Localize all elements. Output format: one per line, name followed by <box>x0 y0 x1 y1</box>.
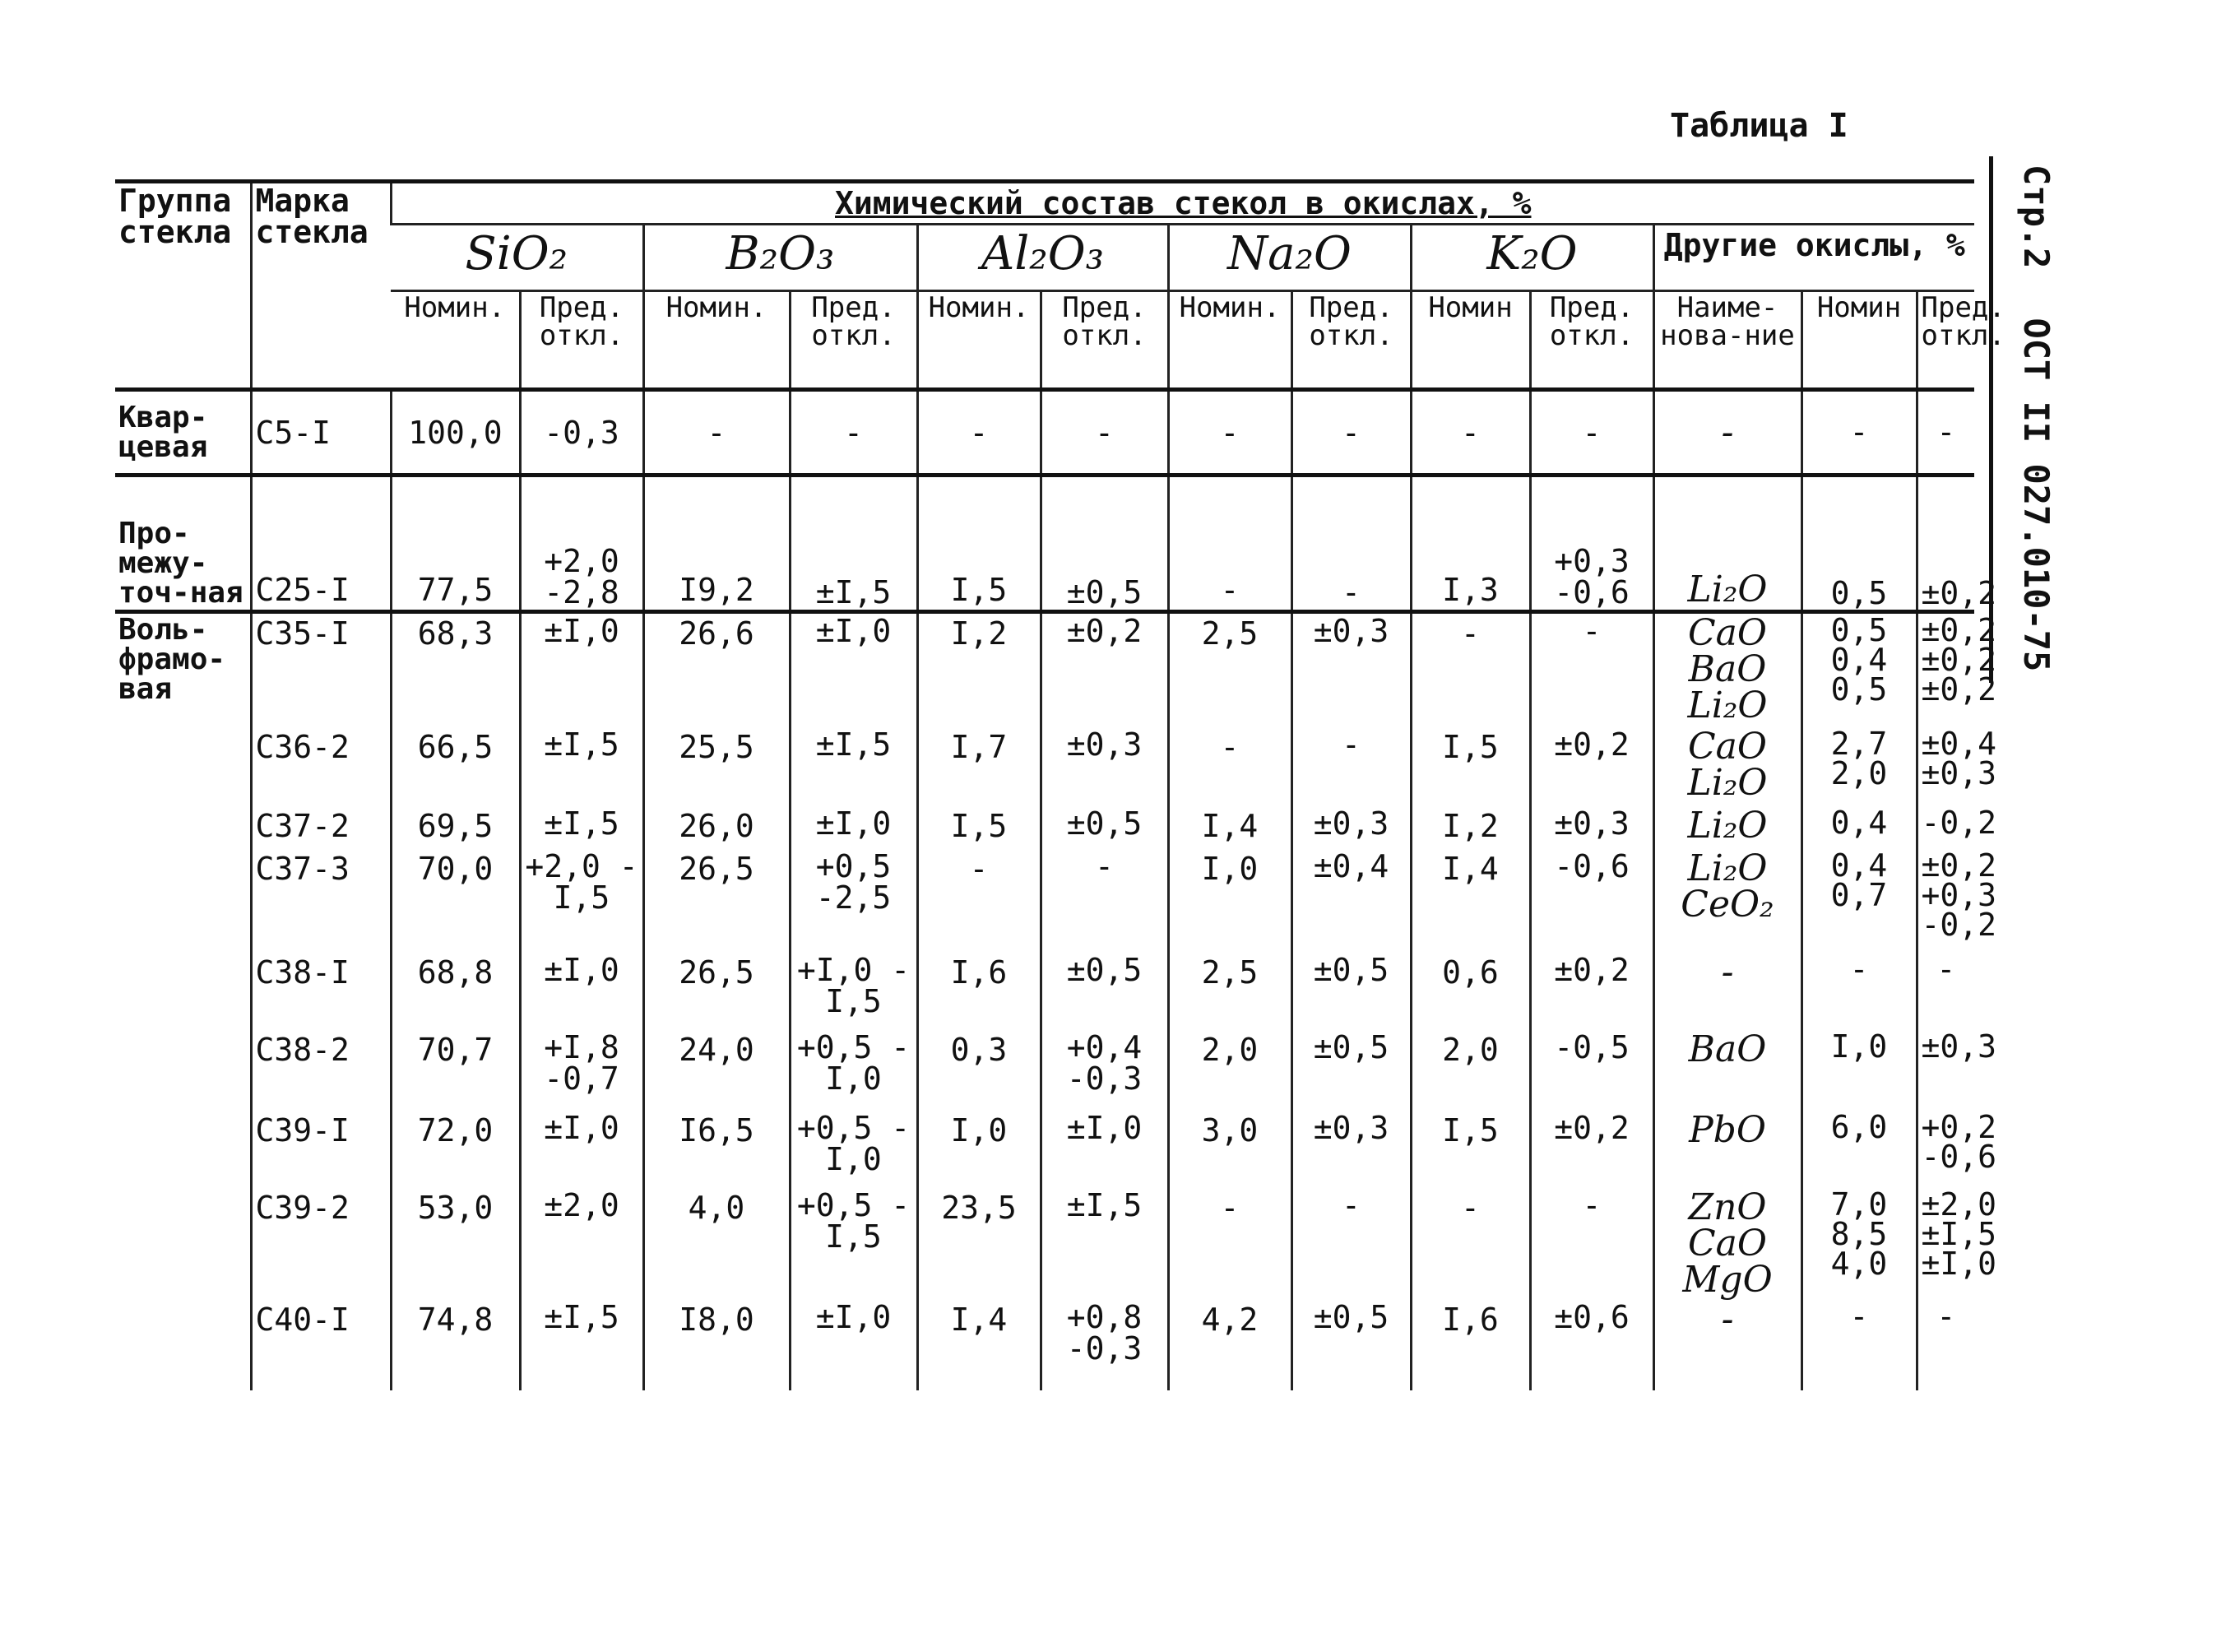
table-title: Таблица I <box>1670 107 1848 145</box>
subheader-deviation: Пред. откл. <box>1291 291 1411 390</box>
k2o-nominal-cell: 0,6 <box>1411 953 1530 1030</box>
b2o3-nominal-cell: 24,0 <box>643 1030 790 1111</box>
na2o-deviation-cell: ±0,3 <box>1291 612 1411 727</box>
al2o3-nominal-cell: 23,5 <box>917 1188 1041 1300</box>
al2o3-deviation-cell: +0,4 -0,3 <box>1041 1030 1168 1111</box>
na2o-deviation-cell: - <box>1291 727 1411 806</box>
al2o3-deviation-cell: ±0,5 <box>1041 806 1168 849</box>
b2o3-nominal-cell: 26,0 <box>643 806 790 849</box>
group-cell <box>115 849 251 953</box>
sio2-deviation-cell: +2,0 -I,5 <box>520 849 643 953</box>
sio2-deviation-cell: ±I,0 <box>520 953 643 1030</box>
col-header-mark: Марка стекла <box>251 182 391 390</box>
sio2-deviation-cell: ±I,0 <box>520 612 643 727</box>
table-row <box>115 390 1974 476</box>
na2o-deviation-cell: - <box>1291 476 1411 612</box>
glass-mark-cell: С40-I <box>251 1300 391 1390</box>
other-oxide-deviation-cell: +0,2 -0,6 <box>1917 1111 1974 1188</box>
b2o3-nominal-cell: - <box>643 390 790 476</box>
na2o-deviation-cell: - <box>1291 1188 1411 1300</box>
subheader-deviation: Пред. откл. <box>520 291 643 390</box>
al2o3-nominal-cell: I,4 <box>917 1300 1041 1390</box>
k2o-nominal-cell: - <box>1411 612 1530 727</box>
glass-mark-cell: С36-2 <box>251 727 391 806</box>
subheader-deviation: Пред. откл. <box>1041 291 1168 390</box>
b2o3-nominal-cell: I6,5 <box>643 1111 790 1188</box>
other-oxide-name-cell: - <box>1653 1300 1801 1390</box>
glass-mark-cell: С38-I <box>251 953 391 1030</box>
other-oxide-nominal-cell: - <box>1801 390 1917 476</box>
sio2-deviation-cell: ±I,0 <box>520 1111 643 1188</box>
b2o3-nominal-cell: 4,0 <box>643 1188 790 1300</box>
k2o-deviation-cell: -0,5 <box>1530 1030 1653 1111</box>
oxide-header-other: Другие окислы, % <box>1653 225 1974 291</box>
na2o-nominal-cell: 3,0 <box>1168 1111 1291 1188</box>
k2o-deviation-cell: ±0,2 <box>1530 953 1653 1030</box>
group-cell <box>115 953 251 1030</box>
sio2-deviation-cell: ±2,0 <box>520 1188 643 1300</box>
oxide-header-sio2: SiO₂ <box>391 225 643 291</box>
other-oxide-name-cell: - <box>1653 390 1801 476</box>
group-cell <box>115 1188 251 1300</box>
k2o-deviation-cell: - <box>1530 1188 1653 1300</box>
al2o3-deviation-cell: ±0,2 <box>1041 612 1168 727</box>
sio2-deviation-cell: +2,0 -2,8 <box>520 476 643 612</box>
other-oxide-deviation-cell: ±0,2 +0,3 -0,2 <box>1917 849 1974 953</box>
subheader-deviation: Пред. откл. <box>1917 291 1974 390</box>
table-body <box>115 390 1997 1390</box>
b2o3-deviation-cell: ±I,0 <box>790 612 917 727</box>
sio2-nominal-cell: 100,0 <box>391 390 520 476</box>
other-oxide-name-cell: Li₂O <box>1653 806 1801 849</box>
b2o3-nominal-cell: I9,2 <box>643 476 790 612</box>
side-stamp <box>1989 156 2080 683</box>
k2o-deviation-cell: -0,6 <box>1530 849 1653 953</box>
other-oxide-deviation-cell: ±0,2 ±0,2 ±0,2 <box>1917 612 1974 727</box>
sio2-deviation-cell: +I,8 -0,7 <box>520 1030 643 1111</box>
other-oxide-nominal-cell: - <box>1801 1300 1917 1390</box>
other-oxide-name-cell: ZnO CaO MgO <box>1653 1188 1801 1300</box>
other-oxide-deviation-cell: ±0,2 <box>1917 476 1974 612</box>
other-oxide-deviation-cell: ±2,0 ±I,5 ±I,0 <box>1917 1188 1974 1300</box>
col-header-group: Группа стекла <box>115 182 251 390</box>
subheader-nominal: Номин <box>1411 291 1530 390</box>
k2o-nominal-cell: I,5 <box>1411 1111 1530 1188</box>
na2o-deviation-cell: ±0,5 <box>1291 953 1411 1030</box>
k2o-deviation-cell: ±0,2 <box>1530 1111 1653 1188</box>
k2o-nominal-cell: - <box>1411 1188 1530 1300</box>
other-oxide-name-cell: Li₂O <box>1653 476 1801 612</box>
sio2-deviation-cell: -0,3 <box>520 390 643 476</box>
subheader-nominal: Номин. <box>643 291 790 390</box>
other-oxide-nominal-cell: - <box>1801 953 1917 1030</box>
group-cell: Квар-цевая <box>115 390 251 476</box>
group-cell <box>115 806 251 849</box>
sio2-deviation-cell: ±I,5 <box>520 1300 643 1390</box>
na2o-deviation-cell: ±0,3 <box>1291 806 1411 849</box>
other-oxide-deviation-cell: ±0,3 <box>1917 1030 1974 1111</box>
al2o3-deviation-cell: ±0,5 <box>1041 953 1168 1030</box>
sio2-deviation-cell: ±I,5 <box>520 806 643 849</box>
glass-mark-cell: С39-2 <box>251 1188 391 1300</box>
other-oxide-deviation-cell: ±0,4 ±0,3 <box>1917 727 1974 806</box>
subheader-nominal: Номин <box>1801 291 1917 390</box>
other-oxide-nominal-cell: 2,7 2,0 <box>1801 727 1917 806</box>
al2o3-deviation-cell: ±0,3 <box>1041 727 1168 806</box>
subheader-nominal: Номин. <box>917 291 1041 390</box>
group-cell <box>115 1030 251 1111</box>
al2o3-nominal-cell: I,5 <box>917 806 1041 849</box>
na2o-deviation-cell: ±0,3 <box>1291 1111 1411 1188</box>
table-row <box>115 1030 1974 1111</box>
al2o3-nominal-cell: 0,3 <box>917 1030 1041 1111</box>
col-header-composition: Химический состав стекол в окислах, % <box>391 182 1974 225</box>
table-row <box>115 476 1974 612</box>
na2o-deviation-cell: ±0,5 <box>1291 1300 1411 1390</box>
b2o3-nominal-cell: 25,5 <box>643 727 790 806</box>
na2o-nominal-cell: - <box>1168 727 1291 806</box>
sio2-deviation-cell: ±I,5 <box>520 727 643 806</box>
b2o3-deviation-cell: +I,0 -I,5 <box>790 953 917 1030</box>
sio2-nominal-cell: 68,8 <box>391 953 520 1030</box>
k2o-deviation-cell: ±0,6 <box>1530 1300 1653 1390</box>
glass-mark-cell: С5-I <box>251 390 391 476</box>
oxide-header-na2o: Na₂O <box>1168 225 1411 291</box>
na2o-nominal-cell: 2,0 <box>1168 1030 1291 1111</box>
sio2-nominal-cell: 68,3 <box>391 612 520 727</box>
standard-number: ОСТ II 027.010-75 <box>2016 318 2056 672</box>
page-number: Стр.2 <box>2016 165 2056 269</box>
other-oxide-nominal-cell: 0,4 <box>1801 806 1917 849</box>
sio2-nominal-cell: 66,5 <box>391 727 520 806</box>
k2o-nominal-cell: I,4 <box>1411 849 1530 953</box>
table-row <box>115 612 1974 727</box>
subheader-deviation: Пред. откл. <box>790 291 917 390</box>
group-cell <box>115 1300 251 1390</box>
glass-mark-cell: С25-I <box>251 476 391 612</box>
b2o3-nominal-cell: 26,6 <box>643 612 790 727</box>
glass-mark-cell: С39-I <box>251 1111 391 1188</box>
group-cell <box>115 727 251 806</box>
sio2-nominal-cell: 77,5 <box>391 476 520 612</box>
sio2-nominal-cell: 69,5 <box>391 806 520 849</box>
b2o3-deviation-cell: +0,5 -I,5 <box>790 1188 917 1300</box>
other-oxide-name-cell: PbO <box>1653 1111 1801 1188</box>
b2o3-deviation-cell: ±I,0 <box>790 1300 917 1390</box>
oxide-header-al2o3: Al₂O₃ <box>917 225 1168 291</box>
table-row <box>115 953 1974 1030</box>
k2o-nominal-cell: - <box>1411 390 1530 476</box>
na2o-nominal-cell: I,4 <box>1168 806 1291 849</box>
na2o-deviation-cell: ±0,5 <box>1291 1030 1411 1111</box>
subheader-deviation: Пред. откл. <box>1530 291 1653 390</box>
k2o-deviation-cell: - <box>1530 612 1653 727</box>
al2o3-nominal-cell: I,0 <box>917 1111 1041 1188</box>
sio2-nominal-cell: 70,0 <box>391 849 520 953</box>
table-row <box>115 1188 1974 1300</box>
b2o3-deviation-cell: +0,5 -I,0 <box>790 1111 917 1188</box>
other-oxide-nominal-cell: 7,0 8,5 4,0 <box>1801 1188 1917 1300</box>
subheader-nominal: Номин. <box>391 291 520 390</box>
other-oxide-name-cell: CaO BaO Li₂O <box>1653 612 1801 727</box>
glass-mark-cell: С35-I <box>251 612 391 727</box>
group-cell: Про-межу-точ-ная <box>115 476 251 612</box>
al2o3-deviation-cell: ±I,0 <box>1041 1111 1168 1188</box>
other-oxide-deviation-cell: - <box>1917 1300 1974 1390</box>
glass-mark-cell: С37-3 <box>251 849 391 953</box>
glass-mark-cell: С37-2 <box>251 806 391 849</box>
na2o-nominal-cell: 2,5 <box>1168 612 1291 727</box>
b2o3-nominal-cell: 26,5 <box>643 953 790 1030</box>
al2o3-deviation-cell: - <box>1041 849 1168 953</box>
al2o3-deviation-cell: - <box>1041 390 1168 476</box>
b2o3-nominal-cell: I8,0 <box>643 1300 790 1390</box>
glass-composition-table <box>115 179 2005 1390</box>
b2o3-deviation-cell: +0,5 -I,0 <box>790 1030 917 1111</box>
other-oxide-nominal-cell: 6,0 <box>1801 1111 1917 1188</box>
al2o3-deviation-cell: ±0,5 <box>1041 476 1168 612</box>
b2o3-deviation-cell: ±I,5 <box>790 727 917 806</box>
other-oxide-deviation-cell: - <box>1917 953 1974 1030</box>
al2o3-nominal-cell: - <box>917 849 1041 953</box>
na2o-nominal-cell: I,0 <box>1168 849 1291 953</box>
table-row <box>115 1111 1974 1188</box>
na2o-nominal-cell: - <box>1168 476 1291 612</box>
na2o-deviation-cell: ±0,4 <box>1291 849 1411 953</box>
table-row <box>115 1300 1974 1390</box>
subheader-nominal: Номин. <box>1168 291 1291 390</box>
k2o-deviation-cell: ±0,2 <box>1530 727 1653 806</box>
glass-mark-cell: С38-2 <box>251 1030 391 1111</box>
k2o-deviation-cell: +0,3 -0,6 <box>1530 476 1653 612</box>
subheader-name: Наиме-нова-ние <box>1653 291 1801 390</box>
other-oxide-name-cell: - <box>1653 953 1801 1030</box>
other-oxide-name-cell: Li₂O CeO₂ <box>1653 849 1801 953</box>
oxide-header-b2o3: B₂O₃ <box>643 225 917 291</box>
sio2-nominal-cell: 70,7 <box>391 1030 520 1111</box>
b2o3-deviation-cell: ±I,0 <box>790 806 917 849</box>
b2o3-deviation-cell: +0,5 -2,5 <box>790 849 917 953</box>
other-oxide-deviation-cell: - <box>1917 390 1974 476</box>
sio2-nominal-cell: 72,0 <box>391 1111 520 1188</box>
na2o-nominal-cell: - <box>1168 1188 1291 1300</box>
na2o-nominal-cell: 4,2 <box>1168 1300 1291 1390</box>
k2o-deviation-cell: ±0,3 <box>1530 806 1653 849</box>
other-oxide-nominal-cell: I,0 <box>1801 1030 1917 1111</box>
al2o3-nominal-cell: - <box>917 390 1041 476</box>
na2o-deviation-cell: - <box>1291 390 1411 476</box>
al2o3-nominal-cell: I,6 <box>917 953 1041 1030</box>
al2o3-nominal-cell: I,2 <box>917 612 1041 727</box>
b2o3-deviation-cell: - <box>790 390 917 476</box>
sio2-nominal-cell: 53,0 <box>391 1188 520 1300</box>
table-row <box>115 806 1974 849</box>
al2o3-nominal-cell: I,5 <box>917 476 1041 612</box>
k2o-nominal-cell: I,6 <box>1411 1300 1530 1390</box>
group-cell: Воль-фрамо-вая <box>115 612 251 727</box>
b2o3-nominal-cell: 26,5 <box>643 849 790 953</box>
sio2-nominal-cell: 74,8 <box>391 1300 520 1390</box>
other-oxide-name-cell: CaO Li₂O <box>1653 727 1801 806</box>
other-oxide-deviation-cell: -0,2 <box>1917 806 1974 849</box>
k2o-nominal-cell: I,3 <box>1411 476 1530 612</box>
oxide-header-k2o: K₂O <box>1411 225 1653 291</box>
table-row <box>115 849 1974 953</box>
group-cell <box>115 1111 251 1188</box>
other-oxide-name-cell: BaO <box>1653 1030 1801 1111</box>
table-row <box>115 727 1974 806</box>
na2o-nominal-cell: 2,5 <box>1168 953 1291 1030</box>
other-oxide-nominal-cell: 0,4 0,7 <box>1801 849 1917 953</box>
other-oxide-nominal-cell: 0,5 0,4 0,5 <box>1801 612 1917 727</box>
al2o3-deviation-cell: +0,8 -0,3 <box>1041 1300 1168 1390</box>
na2o-nominal-cell: - <box>1168 390 1291 476</box>
k2o-nominal-cell: 2,0 <box>1411 1030 1530 1111</box>
al2o3-deviation-cell: ±I,5 <box>1041 1188 1168 1300</box>
side-stamp-text <box>1989 156 2080 683</box>
k2o-deviation-cell: - <box>1530 390 1653 476</box>
al2o3-nominal-cell: I,7 <box>917 727 1041 806</box>
other-oxide-nominal-cell: 0,5 <box>1801 476 1917 612</box>
k2o-nominal-cell: I,5 <box>1411 727 1530 806</box>
b2o3-deviation-cell: ±I,5 <box>790 476 917 612</box>
k2o-nominal-cell: I,2 <box>1411 806 1530 849</box>
